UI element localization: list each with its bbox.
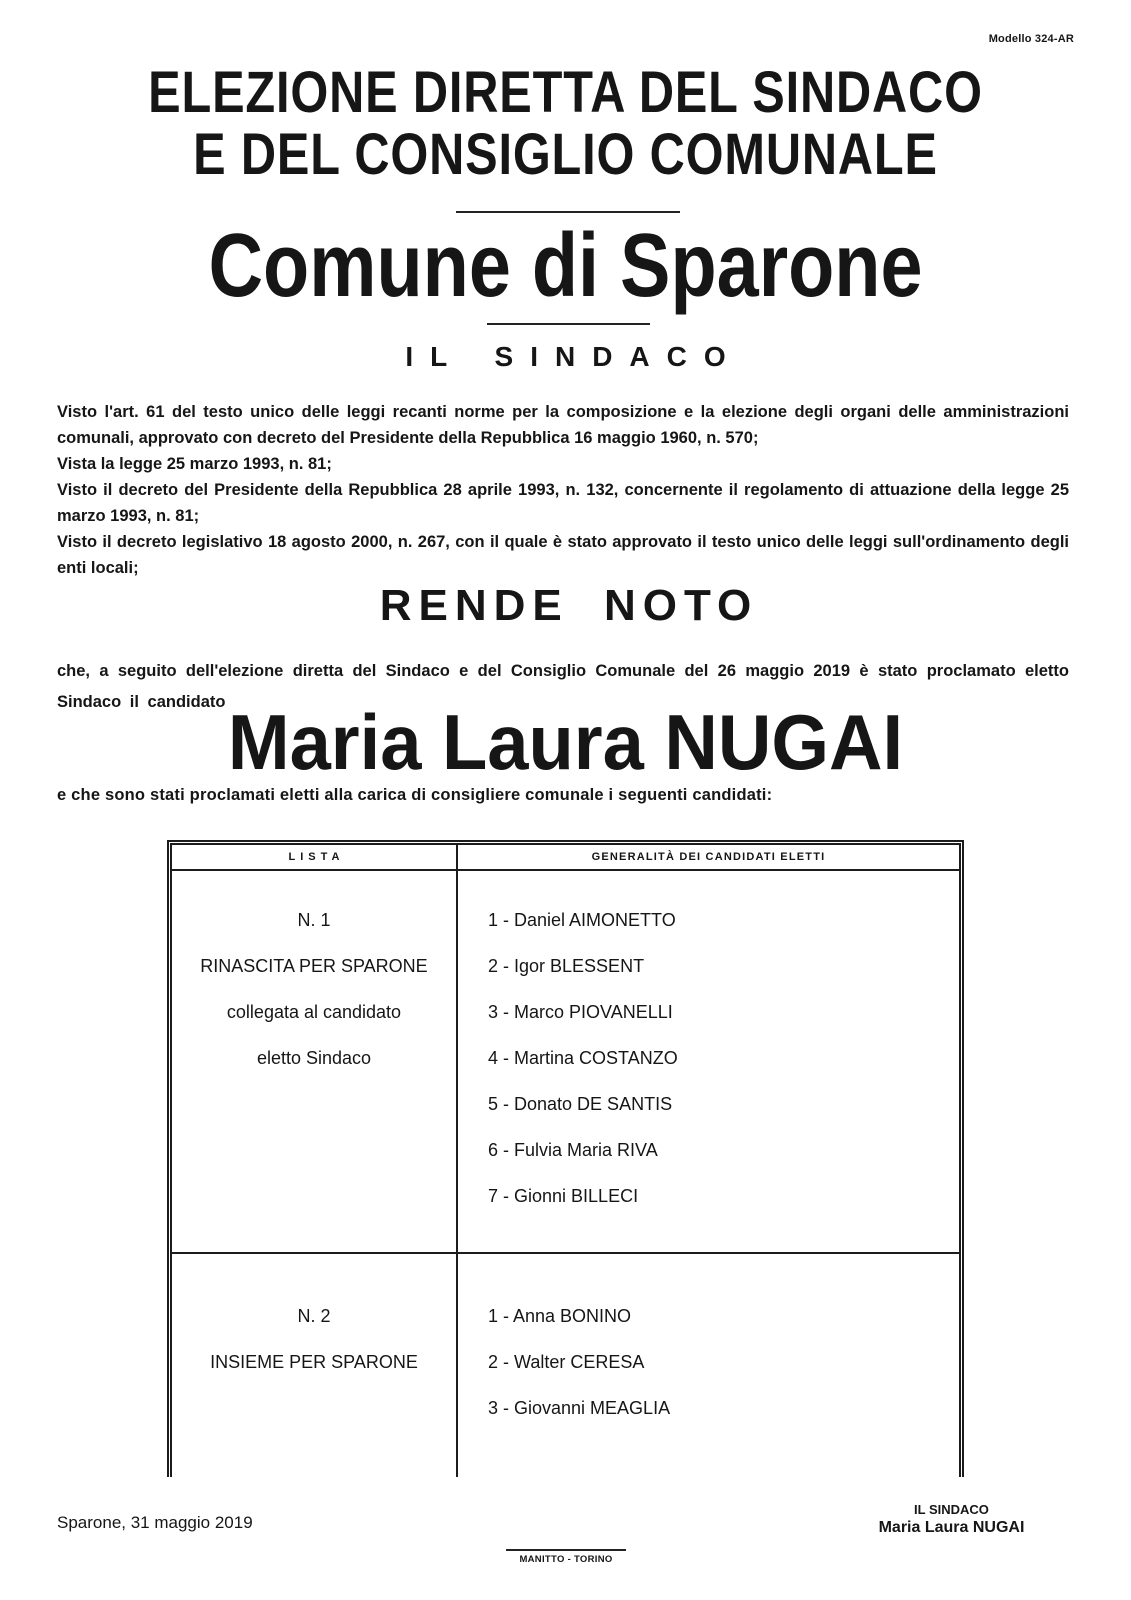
signature-name: Maria Laura NUGAI: [878, 1519, 1025, 1536]
title-line-1: ELEZIONE DIRETTA DEL SINDACO: [148, 60, 983, 125]
list-line: RINASCITA PER SPARONE: [200, 955, 428, 976]
candidate-item: 2 - Walter CERESA: [488, 1351, 645, 1372]
candidate-item: 5 - Donato DE SANTIS: [488, 1093, 673, 1114]
list-line: INSIEME PER SPARONE: [210, 1351, 418, 1372]
printer-mark: MANITTO - TORINO: [506, 1549, 626, 1565]
place-and-date: Sparone, 31 maggio 2019: [57, 1513, 253, 1532]
municipality-name: Comune di Sparone: [208, 216, 923, 316]
preamble-paragraph: Visto il decreto legislativo 18 agosto 2000, n. 267, con il quale è stato approvato il testo unico delle leggi sull'ordinamento degli enti locali;: [57, 533, 1069, 577]
candidate-item: 3 - Marco PIOVANELLI: [488, 1001, 673, 1022]
elected-candidates-table: [167, 840, 964, 1477]
list-line: collegata al candidato: [226, 1001, 402, 1022]
preamble-paragraph: Visto l'art. 61 del testo unico delle leggi recanti norme per la composizione e la elezione degli organi delle amministrazioni comunali, approvato con decreto del Presidente della Repubblica 16 maggio 1960, n. 570;: [57, 403, 1069, 447]
list-line: N. 1: [297, 909, 331, 930]
model-number-label: Modello 324-AR: [988, 33, 1074, 45]
preamble-paragraph: Vista la legge 25 marzo 1993, n. 81;: [57, 455, 332, 473]
candidate-item: 2 - Igor BLESSENT: [488, 955, 645, 976]
candidate-item: 1 - Daniel AIMONETTO: [488, 909, 676, 930]
column-header-generalita: GENERALITÀ DEI CANDIDATI ELETTI: [591, 851, 826, 863]
legal-preamble: [57, 399, 1069, 581]
candidate-item: 1 - Anna BONINO: [488, 1305, 632, 1326]
signature-title: IL SINDACO: [914, 1502, 989, 1517]
preamble-paragraph: Visto il decreto del Presidente della Repubblica 28 aprile 1993, n. 132, concernente il regolamento di attuazione della legge 25 marzo 1993, n. 81;: [57, 481, 1069, 525]
subtitle-il-sindaco: IL SINDACO: [405, 341, 743, 372]
signature-block: [869, 1502, 1034, 1538]
page-title: [0, 62, 1131, 186]
candidates-cell: [458, 871, 959, 1252]
candidate-item: 6 - Fulvia Maria RIVA: [488, 1139, 658, 1160]
rende-noto-heading: RENDE NOTO: [379, 581, 759, 630]
title-line-2: E DEL CONSIGLIO COMUNALE: [193, 122, 938, 187]
table-body: [172, 871, 959, 1477]
column-header-lista: LISTA: [172, 845, 458, 869]
table-header-row: [172, 845, 959, 871]
table-row: [172, 1254, 959, 1477]
candidate-item: 3 - Giovanni MEAGLIA: [488, 1397, 671, 1418]
announcement-text: che, a seguito dell'elezione diretta del Sindaco e del Consiglio Comunale del 26 maggio 2019 è stato proclamato eletto Sindaco il candidato: [57, 662, 1069, 711]
elected-mayor-name: Maria Laura NUGAI: [227, 698, 904, 786]
list-cell: [172, 1254, 458, 1477]
divider-rule-bottom: [487, 323, 650, 325]
candidates-cell: [458, 1254, 959, 1477]
list-line: N. 2: [297, 1305, 331, 1326]
list-line: eletto Sindaco: [256, 1047, 372, 1068]
divider-rule-top: [456, 211, 680, 213]
list-cell: [172, 871, 458, 1252]
candidate-item: 4 - Martina COSTANZO: [488, 1047, 678, 1068]
councillors-intro: e che sono stati proclamati eletti alla carica di consigliere comunale i seguenti candidati:: [57, 786, 773, 804]
table-row: [172, 871, 959, 1254]
candidate-item: 7 - Gionni BILLECI: [488, 1185, 639, 1206]
